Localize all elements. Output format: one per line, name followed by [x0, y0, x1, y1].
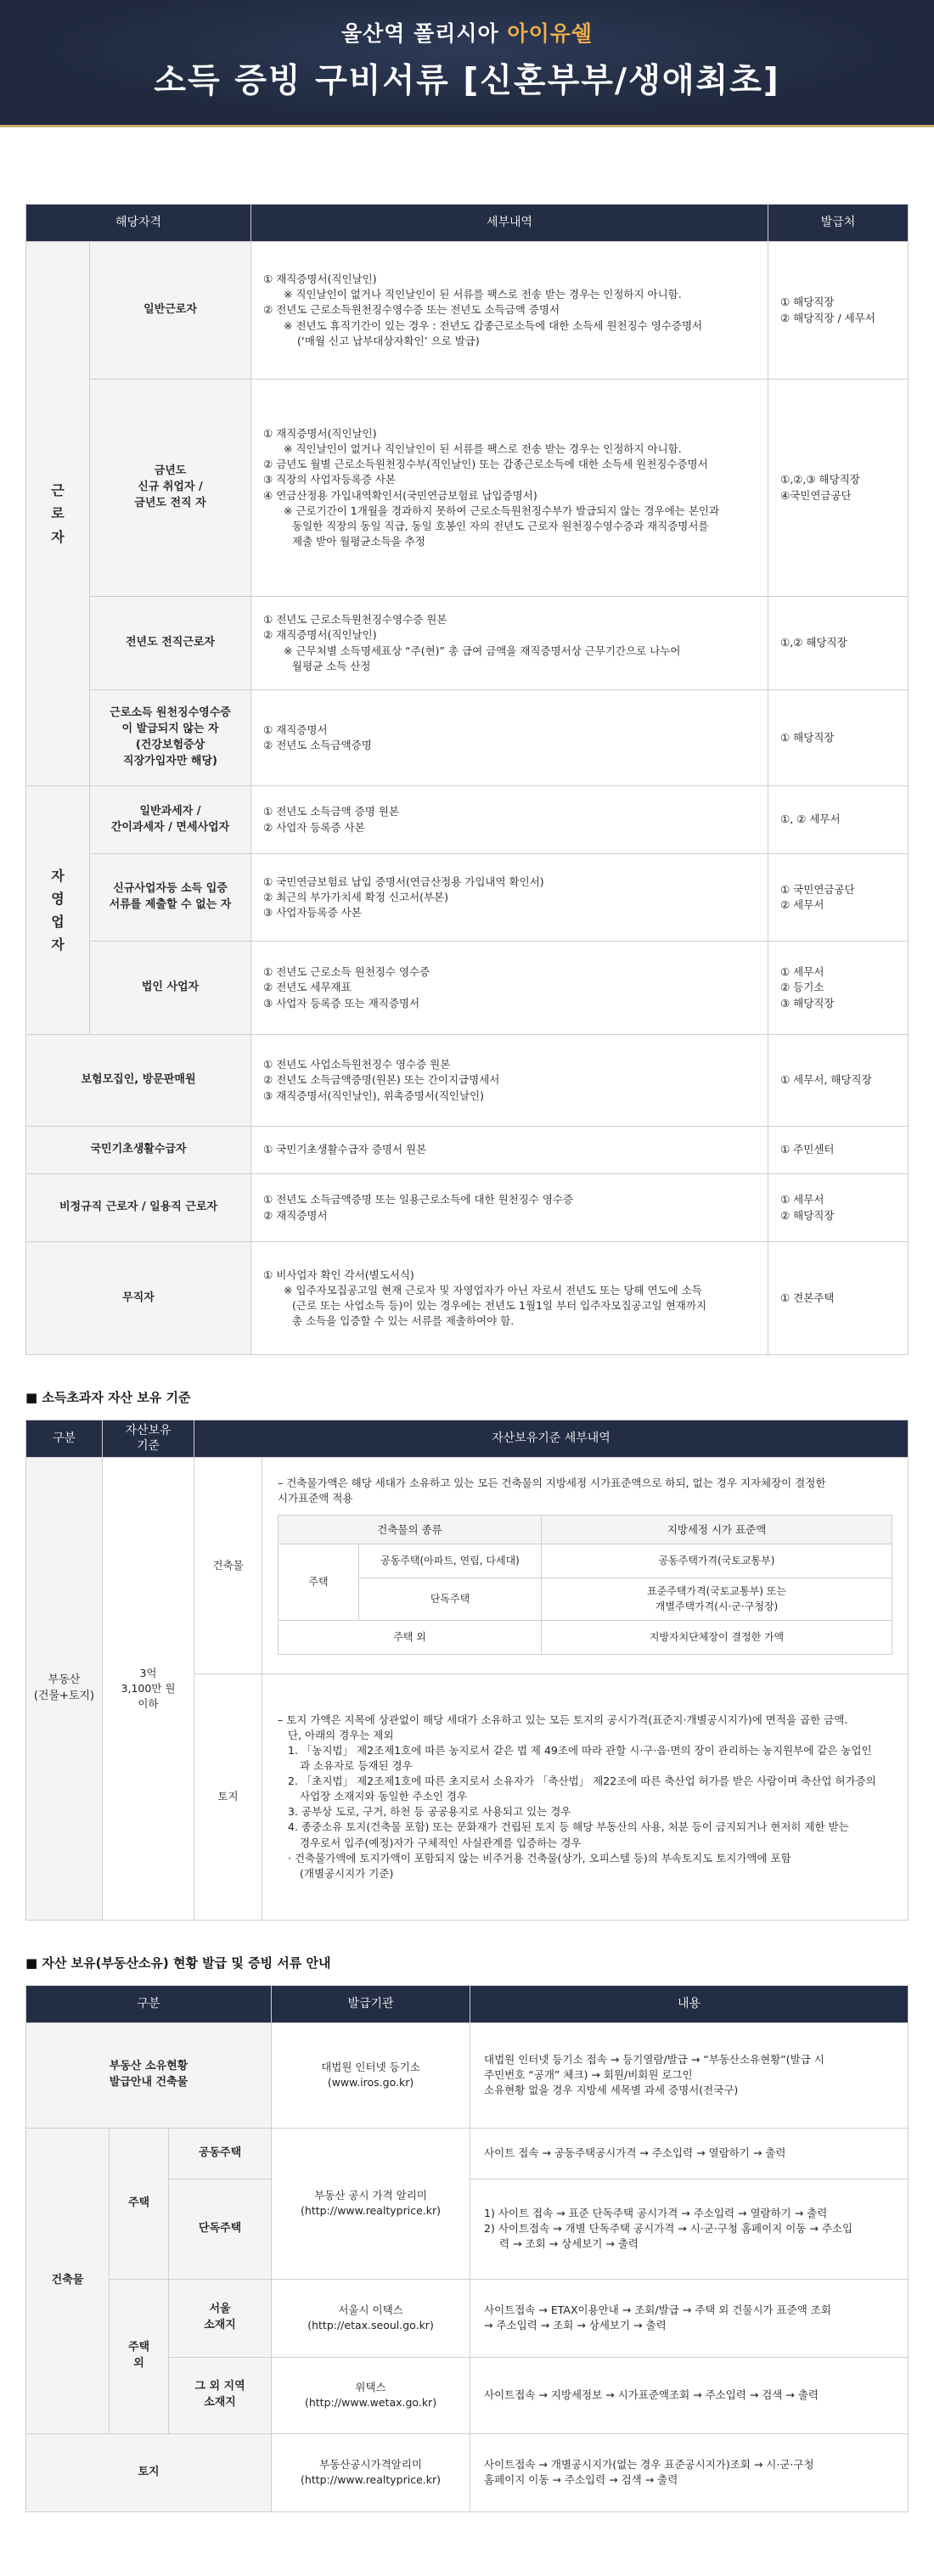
table-row [26, 242, 909, 380]
details-cell [251, 242, 768, 380]
content-cell [470, 2279, 909, 2357]
standard-value-cell: 공동주택가격(국토교통부) [542, 1544, 892, 1578]
detail-line: ① 전년도 소득금액 증명 원본 [263, 805, 399, 818]
detail-line: ② 사업자 등록증 사본 [263, 820, 365, 834]
details-cell [251, 1035, 768, 1127]
category-cell: 근로소득 원천징수영수증 이 발급되지 않는 자 (건강보험증상 직장가입자만 해당) [90, 690, 251, 786]
issuer-line: ① 세무서 [780, 965, 824, 979]
issuer-cell [768, 786, 909, 854]
header-subtitle [341, 19, 593, 49]
table-row [26, 380, 909, 597]
header-threshold: 자산보유 기준 [103, 1420, 194, 1457]
category-cell: 부동산 소유현황 발급안내 건축물 [26, 2022, 272, 2128]
content-line: 소유현황 없을 경우 지방세 세목별 과세 증명서(전국구) [484, 2084, 739, 2097]
category-cell: 법인 사업자 [90, 942, 251, 1035]
table-row [26, 854, 909, 942]
detail-line: ③ 재직증명서(직인날인), 위촉증명서(직인날인) [263, 1088, 484, 1102]
issuer-cell [768, 942, 909, 1035]
content-line: 사이트접속 → ETAX이용안내 → 조회/발급 → 주택 외 건물시가 표준액 조회 [484, 2303, 831, 2316]
issuer-line: ③ 해당직장 [780, 996, 835, 1010]
land-line: 1. 「농지법」 제2조제1호에 따른 농지로서 같은 법 제 49조에 따라 관할 시·구·읍·면의 장이 관리하는 농지원부에 같은 농업인 [288, 1743, 872, 1757]
detail-line: ① 국민기초생활수급자 증명서 원본 [263, 1143, 427, 1156]
category-cell: 신규사업자등 소득 입증 서류를 제출할 수 없는 자 [90, 854, 251, 942]
detail-line: ※ 근로기간이 1개월을 경과하지 못하여 근로소득원천징수부가 발급되지 않는 경우에는 본인과 [284, 503, 720, 517]
section-title-asset-criteria: ■ 소득초과자 자산 보유 기준 [25, 1390, 191, 1405]
non-housing-cell: 주택 외 [110, 2279, 169, 2433]
issuer-cell [768, 242, 909, 380]
table-header-row [26, 1420, 909, 1457]
table-row [26, 1127, 909, 1174]
detail-line: ② 전년도 세무재표 [263, 981, 352, 994]
content-line: 사이트접속 → 개별공시지가(없는 경우 표준공시지가)조회 → 시·군·구청 [484, 2457, 814, 2471]
table-row [279, 1621, 892, 1655]
table-header-row [279, 1516, 892, 1544]
detail-line: ② 전년도 소득금액증명 [263, 739, 372, 751]
asset-threshold-cell: 3억 3,100만 원 이하 [103, 1457, 194, 1920]
issuer-line: ①, ② 세무서 [780, 813, 841, 826]
issuer-line: ① 주민센터 [780, 1143, 835, 1156]
content-line: 사이트 접속 → 공동주택공시가격 → 주소입력 → 열람하기 → 출력 [484, 2146, 786, 2159]
subcategory-cell: 단독주택 [169, 2179, 272, 2279]
land-label-cell: 토지 [194, 1673, 262, 1920]
asset-docs-table [25, 1985, 909, 2512]
building-group-cell: 건축물 [26, 2128, 110, 2433]
building-type-cell: 주택 외 [279, 1621, 542, 1655]
detail-line: ① 전년도 사업소득원천징수 영수증 원본 [263, 1058, 451, 1071]
issuer-line: ① 해당직장 [780, 730, 835, 744]
issuer-cell [768, 690, 909, 786]
table-row [279, 1578, 892, 1621]
building-type-cell: 단독주택 [359, 1578, 542, 1621]
issuer-line: ①,②,③ 해당직장 [780, 473, 860, 487]
land-line: 4. 종중소유 토지(건축물 포함) 또는 문화재가 건립된 토지 등 해당 부동산의 사용, 처분 등이 금지되거나 현저히 제한 받는 [288, 1820, 849, 1834]
detail-line: ② 재직증명서 [263, 1208, 328, 1222]
section-title-asset-docs: ■ 자산 보유(부동산소유) 현황 발급 및 증빙 서류 안내 [25, 1954, 331, 1971]
details-cell [251, 854, 768, 942]
detail-line: ③ 직장의 사업자등록증 사본 [263, 473, 396, 487]
detail-line: ① 전년도 근로소득 원천징수 영수증 [263, 965, 430, 979]
content-line: 홈페이지 이동 → 주소입력 → 검색 → 출력 [484, 2473, 678, 2486]
page-title: 소득 증빙 구비서류 [신혼부부/생애최초] [154, 62, 780, 101]
header-subtitle-plain: 울산역 폴리시아 [340, 21, 508, 47]
header-content: 내용 [470, 1985, 909, 2022]
issuer-line: ① 해당직장 [780, 295, 835, 309]
detail-line: 총 소득을 입증할 수 있는 서류를 제출하여야 함. [292, 1314, 515, 1328]
content-line: 2) 사이트접속 → 개별 단독주택 공시가격 → 시·군·구청 홈페이지 이동 → 주소입 [484, 2221, 853, 2235]
category-cell: 전년도 전직근로자 [90, 597, 251, 690]
detail-line: ③ 사업자등록증 사본 [263, 906, 362, 920]
category-cell: 일반근로자 [90, 242, 251, 380]
header-details: 세부내역 [251, 205, 768, 242]
detail-line: ① 비사업자 확인 각서(별도서식) [263, 1268, 414, 1281]
category-cell: 금년도 신규 취업자 / 금년도 전직 자 [90, 380, 251, 597]
land-line: 과 소유자로 등재된 경우 [300, 1758, 413, 1772]
org-cell: 서울시 이택스 (http://etax.seoul.go.kr) [272, 2279, 470, 2357]
details-cell [251, 1242, 768, 1355]
table-row [26, 1035, 909, 1127]
category-cell: 보험모집인, 방문판매원 [26, 1035, 251, 1127]
header-qualification: 해당자격 [26, 205, 251, 242]
header-standard-value: 지방세정 시가 표준액 [542, 1516, 892, 1544]
content-cell [470, 2433, 909, 2511]
header-subtitle-accent: 아이유쉘 [507, 21, 594, 47]
income-docs-table [25, 204, 909, 1355]
land-line: · 건축물가액에 토지가액이 포함되지 않는 비주거용 건축물(상가, 오피스텔 등)의 부속토지도 토지가액에 포함 [288, 1851, 791, 1865]
subcategory-cell: 공동주택 [169, 2128, 272, 2179]
category-cell: 무직자 [26, 1242, 251, 1355]
issuer-line: ① 세무서, 해당직장 [780, 1073, 872, 1087]
content-cell [470, 2179, 909, 2279]
category-cell: 국민기초생활수급자 [26, 1127, 251, 1174]
content-line: 대법원 인터넷 등기소 접속 → 등기열람/발급 → “부동산소유현황”(발급 시 [484, 2052, 824, 2066]
issuer-line: ① 견본주택 [780, 1291, 835, 1304]
issuer-line: ② 해당직장 / 세무서 [780, 311, 875, 324]
issuer-line: ①,② 해당직장 [780, 636, 847, 650]
issuer-cell [768, 597, 909, 690]
detail-line: ① 재직증명서 [263, 723, 328, 736]
land-line: 3. 공부상 도로, 구거, 하천 등 공공용지로 사용되고 있는 경우 [288, 1805, 571, 1819]
header-issuer: 발급처 [768, 205, 909, 242]
detail-line: ② 금년도 월별 근로소득원천징수부(직인날인) 또는 갑종근로소득에 대한 소득세 원천징수증명서 [263, 458, 708, 471]
issuer-cell [768, 1242, 909, 1355]
detail-line: ② 전년도 소득금액증명(원본) 또는 간이지급명세서 [263, 1073, 500, 1087]
category-cell: 비정규직 근로자 / 일용직 근로자 [26, 1174, 251, 1242]
subcategory-cell: 그 외 지역 소재지 [169, 2357, 272, 2433]
land-line: – 토지 가액은 지목에 상관없이 해당 세대가 소유하고 있는 모든 토지의 공시가격(표준지·개별공시지가)에 면적을 곱한 금액. [278, 1713, 848, 1726]
content-cell [470, 2128, 909, 2179]
header-org: 발급기관 [272, 1985, 470, 2022]
details-cell [251, 1174, 768, 1242]
table-row [279, 1544, 892, 1578]
content [0, 127, 934, 2546]
land-cell: 토지 [26, 2433, 272, 2511]
table-row [26, 786, 909, 854]
detail-line: ※ 입주자모집공고일 현재 근로자 및 자영업자가 아닌 자로서 전년도 또는 당해 연도에 소득 [284, 1283, 702, 1296]
detail-line: ① 국민연금보험료 납입 증명서(연금산정용 가입내역 확인서) [263, 875, 544, 888]
land-details-cell [262, 1673, 909, 1920]
issuer-line: ④국민연금공단 [780, 488, 852, 502]
issuer-line: ② 세무서 [780, 898, 824, 911]
group-employee: 근 로 자 [26, 242, 90, 786]
standard-value-cell: 지방자치단체장이 결정한 가액 [542, 1621, 892, 1655]
table-row [26, 1242, 909, 1355]
detail-line: ※ 직인날인이 없거나 직인날인이 된 서류를 팩스로 전송 받는 경우는 인정하지 아니함. [284, 442, 682, 456]
housing-cell: 주택 [110, 2128, 169, 2279]
details-cell [251, 942, 768, 1035]
table-row [26, 1174, 909, 1242]
detail-line: ① 재직증명서(직인날인) [263, 273, 377, 286]
detail-line: 동일한 직장의 동일 직급, 동일 호봉인 자의 전년도 근로자 원천징수영수증과 재직증명서를 [292, 519, 709, 532]
detail-line: 제출 받아 월평균소득을 추정 [292, 534, 425, 548]
issuer-line: ② 등기소 [780, 981, 824, 994]
land-line: 경우로서 입주(예정)자가 구체적인 사실관계를 입증하는 경우 [300, 1836, 582, 1849]
issuer-line: ① 세무서 [780, 1193, 824, 1206]
issuer-cell [768, 854, 909, 942]
table-header-row [26, 1985, 909, 2022]
details-cell [251, 380, 768, 597]
table-header-row [26, 205, 909, 242]
land-line: 단, 아래의 경우는 제외 [288, 1728, 394, 1741]
issuer-cell [768, 1035, 909, 1127]
detail-line: 월평균 소득 산정 [292, 659, 371, 672]
table-row [26, 597, 909, 690]
asset-criteria-table [25, 1420, 909, 1921]
content-cell [470, 2357, 909, 2433]
org-cell: 부동산 공시 가격 알리미 (http://www.realtyprice.kr) [272, 2128, 470, 2279]
detail-line: (‘매월 신고 납부대상자확인’ 으로 발급) [297, 334, 480, 347]
issuer-cell [768, 380, 909, 597]
detail-line: ④ 연금산정용 가입내역확인서(국민연금보험료 납입증명서) [263, 488, 537, 502]
header-category: 구분 [26, 1985, 272, 2022]
land-line: 2. 「초지법」 제2조제1호에 따른 초지로서 소유자가 「축산법」 제22조에 따른 축산업 허가를 받은 사람이며 축산업 허가증의 [288, 1775, 876, 1788]
table-row [26, 942, 909, 1035]
header-category: 구분 [26, 1420, 103, 1457]
content-line: 력 → 조회 → 상세보기 → 출력 [499, 2237, 639, 2251]
issuer-cell [768, 1127, 909, 1174]
table-row [26, 1457, 909, 1673]
issuer-cell [768, 1174, 909, 1242]
table-row [26, 690, 909, 786]
detail-line: ② 전년도 근로소득원천징수영수증 또는 전년도 소득금액 증명서 [263, 303, 560, 317]
building-label-cell: 건축물 [194, 1457, 262, 1673]
building-value-table [278, 1515, 892, 1655]
details-cell [251, 1127, 768, 1174]
asset-category-cell: 부동산 (건물+토지) [26, 1457, 103, 1920]
building-type-cell: 공동주택(아파트, 연립, 다세대) [359, 1544, 542, 1578]
content-line: 주민번호 “공개” 체크) → 회원/비회원 로그인 [484, 2067, 693, 2081]
issuer-line: ① 국민연금공단 [780, 882, 855, 896]
table-row [26, 2279, 909, 2357]
detail-line: ※ 전년도 휴직기간이 있는 경우 : 전년도 갑종근로소득에 대한 소득세 원천징수 영수증명서 [284, 318, 703, 332]
land-line: 사업장 소재지와 동일한 주소인 경우 [300, 1790, 468, 1803]
content-cell [470, 2022, 909, 2128]
org-cell: 위택스 (http://www.wetax.go.kr) [272, 2357, 470, 2433]
standard-value-cell: 표준주택가격(국토교통부) 또는 개별주택가격(시·군·구청장) [542, 1578, 892, 1621]
table-row [26, 2433, 909, 2511]
org-cell: 부동산공시가격알리미 (http://www.realtyprice.kr) [272, 2433, 470, 2511]
category-cell: 일반과세자 / 간이과세자 / 면세사업자 [90, 786, 251, 854]
header-asset-details: 자산보유기준 세부내역 [194, 1420, 909, 1457]
details-cell [251, 690, 768, 786]
building-note: – 건축물가액은 해당 세대가 소유하고 있는 모든 건축물의 지방세정 시가표준액으로 하되, 없는 경우 지자체장이 결정한 시가표준액 적용 [278, 1476, 826, 1505]
issuer-line: ② 해당직장 [780, 1208, 835, 1222]
page-header [0, 0, 934, 127]
details-cell [251, 597, 768, 690]
detail-line: ③ 사업자 등록증 또는 재직증명서 [263, 996, 420, 1010]
detail-line: (근로 또는 사업소득 등)이 있는 경우에는 전년도 1월1일 부터 입주자모집공고일 현재까지 [292, 1299, 707, 1312]
detail-line: ① 전년도 소득금액증명 또는 일용근로소득에 대한 원천징수 영수증 [263, 1193, 574, 1206]
land-line: (개별공시지가 기준) [300, 1866, 394, 1880]
housing-label-cell: 주택 [279, 1544, 359, 1621]
content-line: 사이트접속 → 지방세정보 → 시가표준액조회 → 주소입력 → 검색 → 출력 [484, 2388, 819, 2401]
detail-line: ※ 직인날인이 없거나 직인날인이 된 서류를 팩스로 전송 받는 경우는 인정하지 아니함. [284, 288, 682, 301]
subcategory-cell: 서울 소재지 [169, 2279, 272, 2357]
header-building-type: 건축물의 종류 [279, 1516, 542, 1544]
detail-line: ① 전년도 근로소득원천징수영수증 원본 [263, 613, 447, 627]
detail-line: ② 재직증명서(직인날인) [263, 628, 377, 642]
content-line: → 주소입력 → 조회 → 상세보기 → 출력 [484, 2319, 667, 2331]
detail-line: ② 최근의 부가가치세 확정 신고서(부본) [263, 890, 448, 903]
group-self-employed: 자 영 업 자 [26, 786, 90, 1035]
content-line: 1) 사이트 접속 → 표준 단독주택 공시가격 → 주소입력 → 열람하기 → 출력 [484, 2206, 828, 2219]
detail-line: ※ 근무처별 소득명세표상 “주(현)” 총 급여 금액을 재직증명서상 근무기간으로 나누어 [284, 644, 681, 657]
details-cell [251, 786, 768, 854]
building-details-cell [262, 1457, 909, 1673]
org-cell: 대법원 인터넷 등기소 (www.iros.go.kr) [272, 2022, 470, 2128]
table-row [26, 2022, 909, 2128]
table-row [26, 2128, 909, 2179]
detail-line: ① 재직증명서(직인날인) [263, 427, 377, 440]
